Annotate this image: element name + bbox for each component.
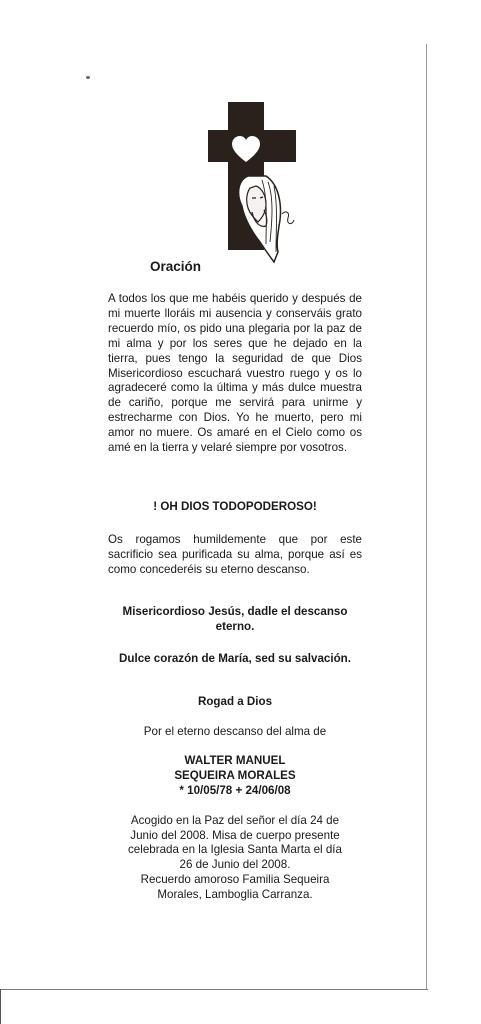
closing-notice [104,814,366,902]
rogad-a-dios: Rogad a Dios [197,695,273,708]
prayer-title: Oración [150,259,202,274]
card-bottom-edge [0,989,428,990]
artist-signature [282,212,294,224]
card-left-edge [0,989,1,1024]
deceased-name-last: SEQUEIRA MORALES [174,769,296,782]
closing-line: Morales, Lamboglia Carranza. [157,887,313,901]
life-dates: * 10/05/78 + 24/06/08 [179,784,291,797]
closing-line: Recuerdo amoroso Familia Sequeira [140,872,330,886]
eternal-rest-line: Por el eterno descanso del alma de [143,725,327,738]
prayer-paragraph: A todos los que me habéis querido y después de mi muerte lloráis mi ausencia y conserváis grato recuerdo mío, os pido una plegaria por la paz de mi alma y por los seres que he dejado en la tierra, pues tengo la seguridad de que Dios Misericordioso escuchará vuestro ruego y os lo agradeceré como la última y más dulce muestra de cariño, porque me servirá para unirme y estrecharme con Dios. Yo he muerto, pero mi amor no muere. Os amaré en el Cielo como os amé en la tierra y velaré siempre por vosotros. [108,292,362,455]
cross-with-heart-and-jesus-icon [208,102,308,272]
card-right-edge [426,44,427,990]
exclamation-heading: ! OH DIOS TODOPODEROSO! [153,500,317,513]
invocation-maria: Dulce corazón de María, sed su salvación. [119,652,351,665]
closing-line: Junio del 2008. Misa de cuerpo presente [130,828,340,842]
deceased-name-first: WALTER MANUEL [184,754,286,767]
closing-line: Acogido en la Paz del señor el día 24 de [130,814,340,827]
closing-line: 26 de Junio del 2008. [179,858,291,872]
closing-line: celebrada en la Iglesia Santa Marta el día [128,843,342,857]
invocation-jesus: Misericordioso Jesús, dadle el descanso eterno. [122,605,348,633]
scan-speck [86,76,90,79]
petition-paragraph: Os rogamos humildemente que por este sacrificio sea purificada su alma, porque así es como concederéis su eterno descanso. [108,533,362,576]
